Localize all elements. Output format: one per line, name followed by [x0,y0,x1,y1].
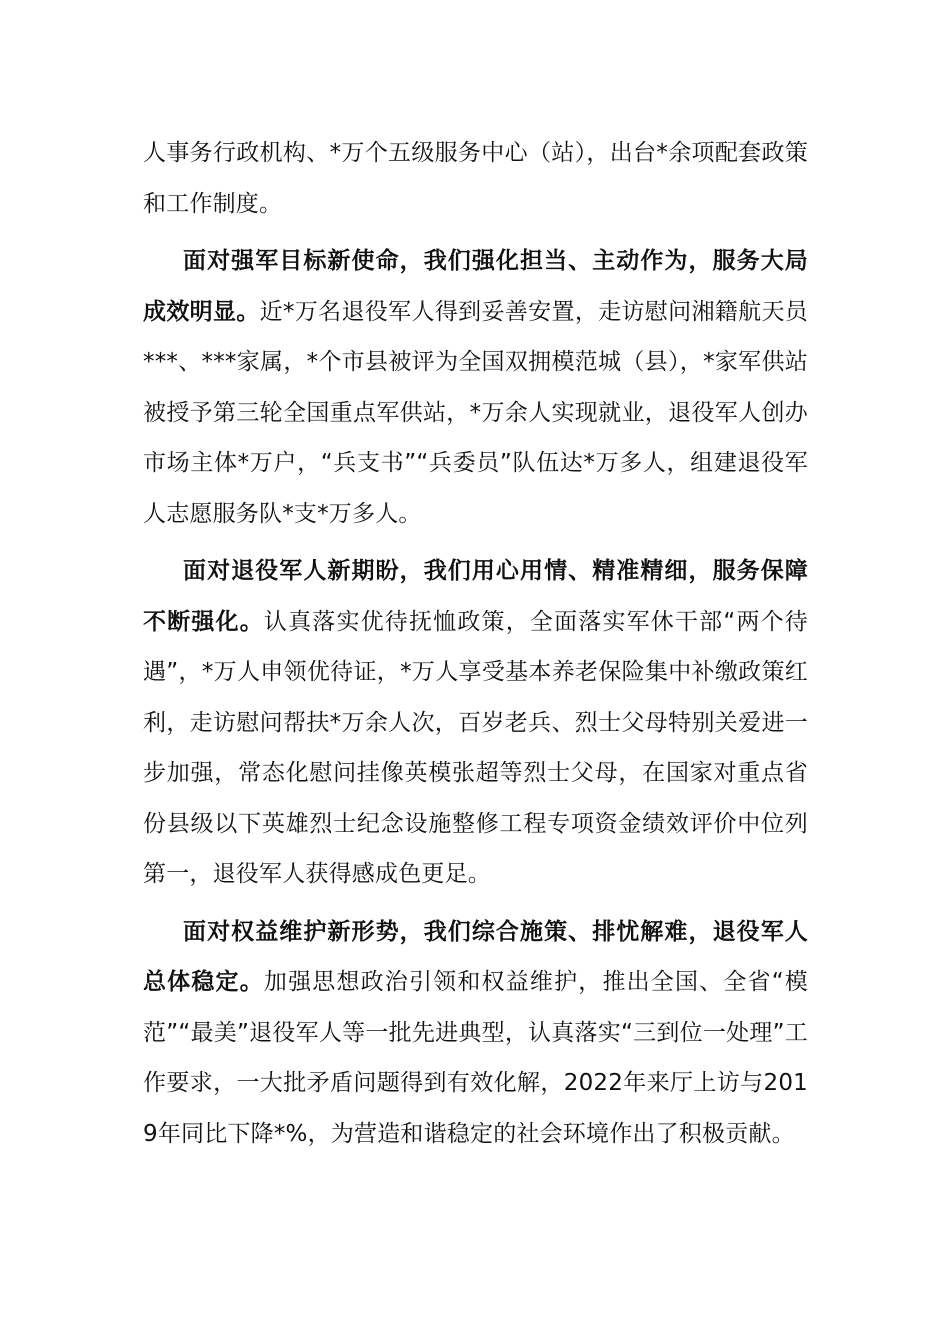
paragraph-1-text: 人事务行政机构、*万个五级服务中心（站），出台*余项配套政策和工作制度。 [143,140,808,217]
paragraph-3-text: 认真落实优待抚恤政策，全面落实军休干部“两个待遇”，*万人申领优待证，*万人享受基本养老保险集中补缴政策红利，走访慰问帮扶*万余人次，百岁老兵、烈士父母特别关爱进一步加强，常态化慰问挂像英模张超等烈士父母，在国家对重点省份县级以下英雄烈士纪念设施整修工程专项资金绩效评价中位列第一，退役军人获得感成色更足。 [143,608,809,887]
paragraph-4-text: 加强思想政治引领和权益维护，推出全国、全省“模范”“最美”退役军人等一批先进典型，认真落实“三到位一处理”工作要求，一大批矛盾问题得到有效化解，2022年来厅上访与2019年同比下降*%，为营造和谐稳定的社会环境作出了积极贡献。 [143,969,809,1147]
paragraph-1 [143,128,808,229]
paragraph-2 [143,236,808,539]
paragraph-4-lead: 面对权益维护新形势，我们综合施策、排忧解难，退役军人总体稳定。 [143,918,808,995]
paragraph-2-lead: 面对强军目标新使命，我们强化担当、主动作为，服务大局成效明显。 [143,248,808,325]
paragraph-3 [143,546,808,900]
paragraph-3-lead: 面对退役军人新期盼，我们用心用情、精准精细，服务保障不断强化。 [143,558,808,635]
paragraph-2-text: 近*万名退役军人得到妥善安置，走访慰问湘籍航天员***、***家属，*个市县被评为全国双拥模范城（县），*家军供站被授予第三轮全国重点军供站，*万余人实现就业，退役军人创办市场主体*万户，“兵支书”“兵委员”队伍达*万多人，组建退役军人志愿服务队*支*万多人。 [143,298,809,527]
document-body [143,128,808,1166]
paragraph-4 [143,907,808,1160]
